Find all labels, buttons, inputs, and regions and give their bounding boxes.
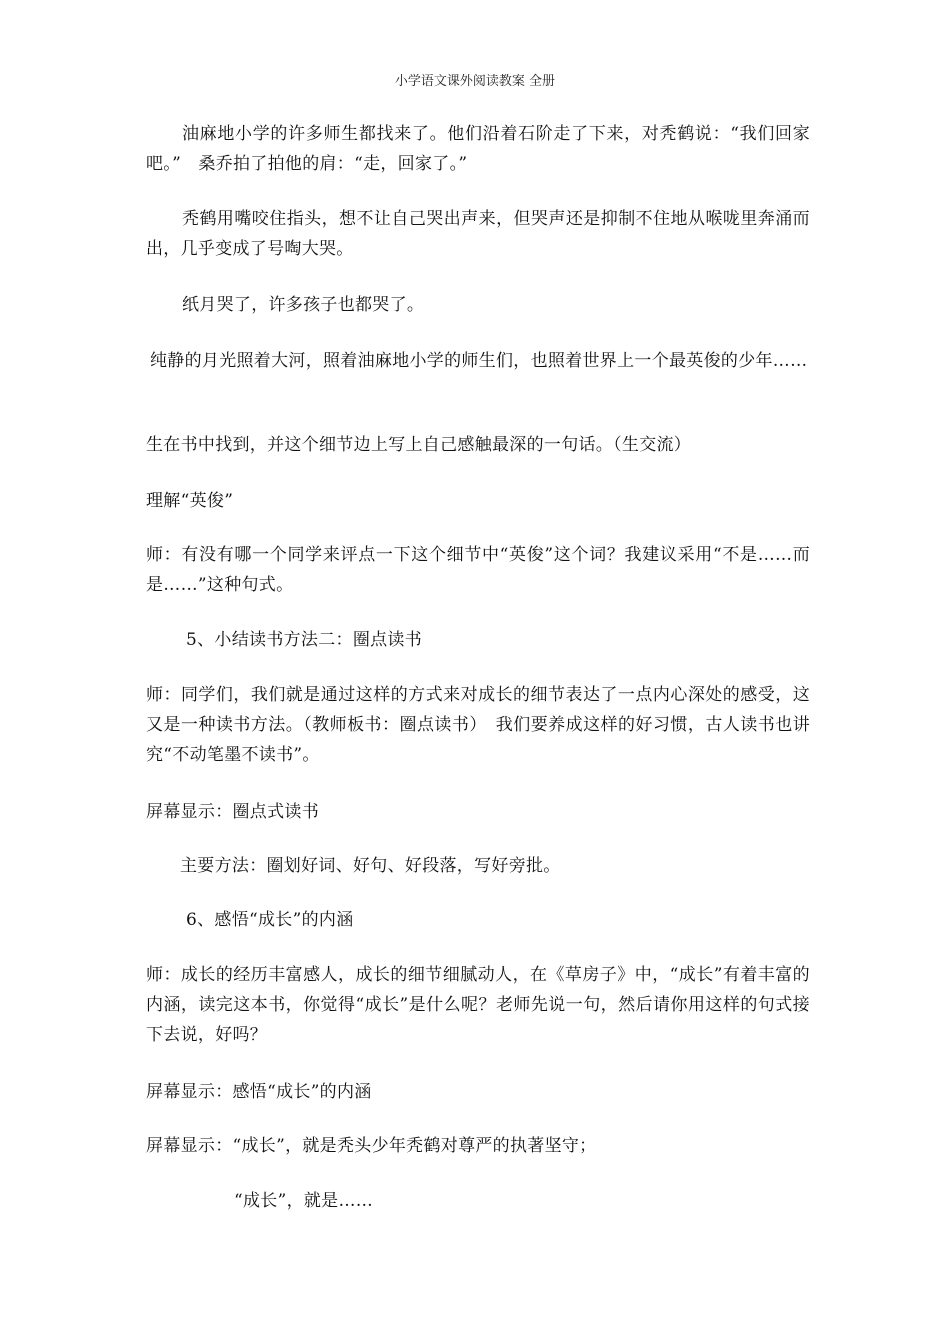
paragraph-growth-meaning: 师：成长的经历丰富感人，成长的细节细腻动人，在《草房子》中，“成长”有着丰富的内涵，读完这本书，你觉得“成长”是什么呢？老师先说一句，然后请你用这样的句式接下去说，好吗？ — [146, 965, 810, 1045]
section-heading-6: 6、感悟“成长”的内涵 — [186, 910, 354, 930]
paragraph-screen-growth-example: 屏幕显示：“成长”，就是秃头少年秃鹤对尊严的执著坚守； — [146, 1136, 597, 1156]
paragraph-zhiyue: 纸月哭了，许多孩子也都哭了。 — [182, 295, 425, 315]
section-heading-5: 5、小结读书方法二：圈点读书 — [186, 630, 423, 650]
paragraph-screen-circle-reading: 屏幕显示：圈点式读书 — [146, 802, 319, 822]
paragraph-screen-growth: 屏幕显示：感悟“成长”的内涵 — [146, 1082, 372, 1102]
paragraph-student-activity: 生在书中找到，并这个细节边上写上自己感触最深的一句话。（生交流） — [146, 435, 692, 455]
paragraph-main-method: 主要方法：圈划好词、好句、好段落，写好旁批。 — [180, 856, 561, 876]
paragraph-crying: 秃鹤用嘴咬住指头，想不让自己哭出声来，但哭声还是抑制不住地从喉咙里奔涌而出，几乎变成了号啕大哭。 — [146, 209, 810, 259]
paragraph-teacher-question: 师：有没有哪一个同学来评点一下这个细节中“英俊”这个词？我建议采用“不是……而是……”这种句式。 — [146, 545, 810, 595]
paragraph-growth-prompt: “成长”，就是…… — [234, 1191, 374, 1211]
paragraph-moonlight: 纯静的月光照着大河，照着油麻地小学的师生们，也照着世界上一个最英俊的少年…… — [150, 351, 808, 371]
paragraph-return-home: 油麻地小学的许多师生都找来了。他们沿着石阶走了下来，对秃鹤说：“我们回家吧。” 桑乔拍了拍他的肩：“走，回家了。” — [146, 124, 810, 174]
paragraph-understand-handsome: 理解“英俊” — [146, 491, 234, 511]
paragraph-reading-method: 师：同学们，我们就是通过这样的方式来对成长的细节表达了一点内心深处的感受，这又是一种读书方法。（教师板书：圈点读书） 我们要养成这样的好习惯，古人读书也讲究“不动笔墨不读书”。 — [146, 685, 810, 765]
page-header: 小学语文课外阅读教案 全册 — [394, 74, 556, 89]
